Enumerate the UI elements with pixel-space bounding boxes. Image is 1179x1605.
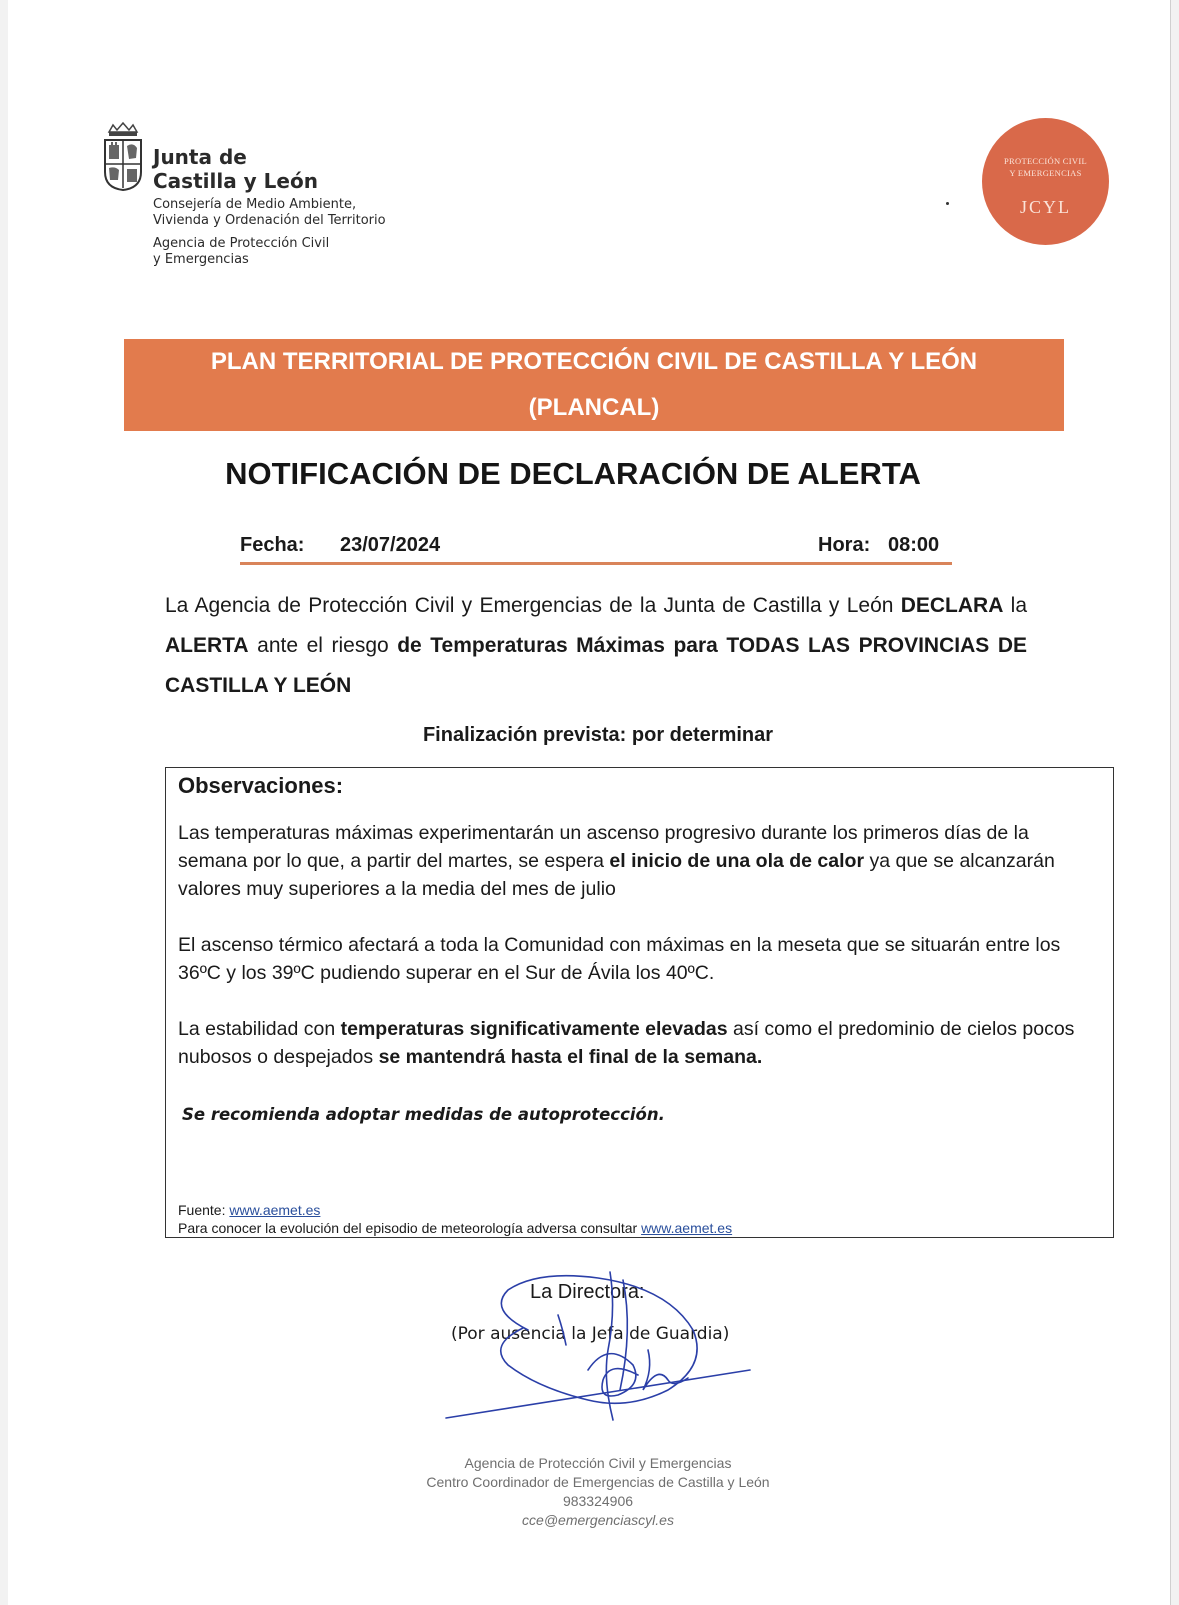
banner-line-2: (PLANCAL) bbox=[528, 394, 660, 421]
hora-value: 08:00 bbox=[888, 534, 940, 556]
observaciones-paragraph-3: La estabilidad con temperaturas significativamente elevadas así como el predominio de cielos pocos nubosos o despejados se mantendrá hasta el final de la semana. bbox=[178, 1018, 1075, 1068]
signature-role: La Directora: bbox=[530, 1281, 645, 1303]
footer-phone: 983324906 bbox=[562, 1493, 634, 1509]
fuente-note: Fuente: www.aemet.es Para conocer la evolución del episodio de meteorología adversa consultar www.aemet.es bbox=[178, 1202, 733, 1236]
banner-line-1: PLAN TERRITORIAL DE PROTECCIÓN CIVIL DE CASTILLA Y LEÓN bbox=[210, 348, 978, 375]
observaciones-paragraph-2: El ascenso térmico afectará a toda la Comunidad con máximas en la meseta que se situarán entre los 36ºC y los 39ºC pudiendo superar en el Sur de Ávila los 40ºC. bbox=[178, 934, 1061, 984]
plan-banner bbox=[124, 339, 1064, 431]
footer-agency: Agencia de Protección Civil y Emergencias bbox=[464, 1455, 732, 1471]
agency-name: Agencia de Protección Civil y Emergencias bbox=[153, 236, 330, 267]
finalizacion-prevista: Finalización prevista: por determinar bbox=[422, 724, 774, 746]
signature-note: (Por ausencia la Jefa de Guardia) bbox=[451, 1324, 730, 1344]
hora-label: Hora: bbox=[818, 534, 871, 556]
organization-name: Junta de Castilla y León bbox=[153, 145, 318, 193]
scan-dot bbox=[946, 202, 949, 205]
observaciones-paragraph-1: Las temperaturas máximas experimentarán un ascenso progresivo durante los primeros días de la semana por lo que, a partir del martes, se espera el inicio de una ola de calor ya que se alcanzarán valores muy superiores a la media del mes de julio bbox=[178, 822, 1055, 900]
declaration-paragraph: La Agencia de Protección Civil y Emergencias de la Junta de Castilla y León DECLARA la ALERTA ante el riesgo de Temperaturas Máximas para TODAS LAS PROVINCIAS DE CASTILLA Y LEÓN bbox=[165, 594, 1027, 697]
date-time-row bbox=[240, 532, 952, 565]
coat-of-arms-icon bbox=[101, 122, 145, 192]
document-page bbox=[8, 0, 1171, 1605]
footer-email: cce@emergenciascyl.es bbox=[522, 1512, 674, 1528]
fecha-label: Fecha: bbox=[240, 534, 305, 556]
aemet-link-consultar[interactable]: www.aemet.es bbox=[641, 1220, 733, 1236]
footer-centre: Centro Coordinador de Emergencias de Castilla y León bbox=[426, 1474, 770, 1490]
proteccion-civil-logo: PROTECCIÓN CIVIL Y EMERGENCIAS JCYL bbox=[982, 118, 1109, 245]
aemet-link[interactable]: www.aemet.es bbox=[229, 1202, 321, 1218]
handwritten-signature bbox=[438, 1270, 768, 1440]
fecha-value: 23/07/2024 bbox=[340, 534, 441, 556]
observaciones-title: Observaciones: bbox=[178, 773, 344, 798]
document-title: NOTIFICACIÓN DE DECLARACIÓN DE ALERTA bbox=[225, 456, 921, 491]
observaciones-box bbox=[165, 767, 1114, 1238]
consejeria-name: Consejería de Medio Ambiente, Vivienda y Ordenación del Territorio bbox=[153, 197, 386, 228]
recomendacion: Se recomienda adoptar medidas de autoprotección. bbox=[182, 1105, 665, 1124]
footer-contact bbox=[8, 1454, 1171, 1530]
